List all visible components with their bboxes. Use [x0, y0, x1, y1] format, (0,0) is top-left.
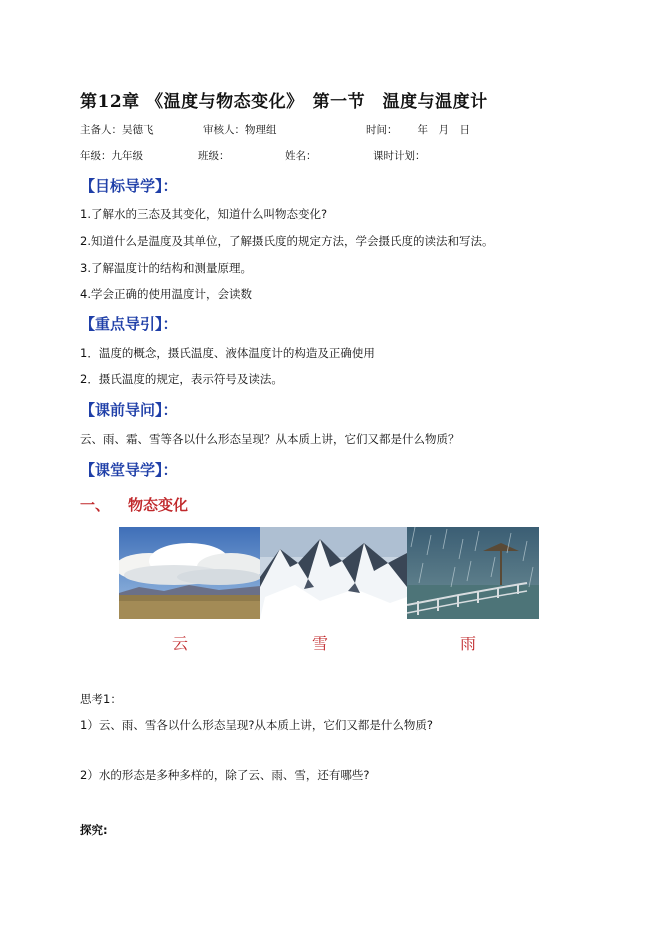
key-point-item: 1．温度的概念，摄氏温度、液体温度计的构造及正确使用: [80, 346, 375, 360]
section-heading-class: 【课堂导学】：: [80, 461, 178, 479]
section-heading-goals: 【目标导学】：: [80, 177, 178, 195]
meta-label: 课时计划：: [373, 150, 426, 162]
key-point-item: 2．摄氏温度的规定，表示符号及读法。: [80, 372, 283, 386]
preview-question: 云、雨、霜、雪等各以什么形态呈现？从本质上讲，它们又都是什么物质？: [80, 432, 460, 446]
meta-reviewer: [203, 122, 277, 137]
meta-label: 审核人：: [203, 124, 245, 136]
meta-label: 时间：: [366, 124, 398, 136]
think-question-2: 2）水的形态是多种多样的，除了云、雨、雪，还有哪些?: [80, 768, 370, 782]
snow-mountain-photo: [260, 527, 407, 619]
meta-grade: [80, 148, 143, 163]
meta-time: [366, 122, 470, 137]
meta-preparer: [80, 122, 154, 137]
goal-item: 3.了解温度计的结构和测量原理。: [80, 261, 252, 275]
meta-label: 姓名：: [285, 150, 317, 162]
part-title: 物态变化: [128, 496, 189, 514]
snow-mountain-icon: [260, 527, 407, 619]
meta-value: 年 月 日: [417, 124, 470, 136]
goal-item: 4.学会正确的使用温度计，会读数: [80, 287, 252, 301]
meta-label: 班级：: [198, 150, 230, 162]
part-number: 一、: [80, 496, 111, 514]
page-title: 第12章 《温度与物态变化》 第一节 温度与温度计: [80, 92, 488, 112]
cloud-landscape-photo: [119, 527, 260, 619]
think-label: 思考1：: [80, 692, 122, 706]
rain-pier-photo: [407, 527, 539, 619]
caption-rain: 雨: [460, 634, 477, 653]
goal-item: 2.知道什么是温度及其单位，了解摄氏度的规定方法，学会摄氏度的读法和写法。: [80, 234, 494, 248]
caption-snow: 雪: [312, 634, 329, 653]
section-heading-key-points: 【重点导引】：: [80, 315, 178, 333]
rain-icon: [407, 527, 539, 619]
meta-name: [285, 148, 317, 163]
meta-lesson-plan: [373, 148, 426, 163]
meta-value: 物理组: [245, 124, 277, 136]
cloud-icon: [119, 527, 260, 619]
meta-value: 吴德飞: [122, 124, 154, 136]
meta-class: [198, 148, 230, 163]
meta-value: 九年级: [111, 150, 143, 162]
meta-label: 年级：: [80, 150, 112, 162]
explore-label: 探究:: [80, 823, 108, 837]
section-heading-preview: 【课前导问】：: [80, 401, 178, 419]
meta-label: 主备人：: [80, 124, 122, 136]
think-question-1: 1）云、雨、雪各以什么形态呈现?从本质上讲，它们又都是什么物质?: [80, 718, 434, 732]
goal-item: 1.了解水的三态及其变化，知道什么叫物态变化?: [80, 207, 328, 221]
caption-cloud: 云: [172, 634, 189, 653]
part-heading: [80, 494, 188, 515]
